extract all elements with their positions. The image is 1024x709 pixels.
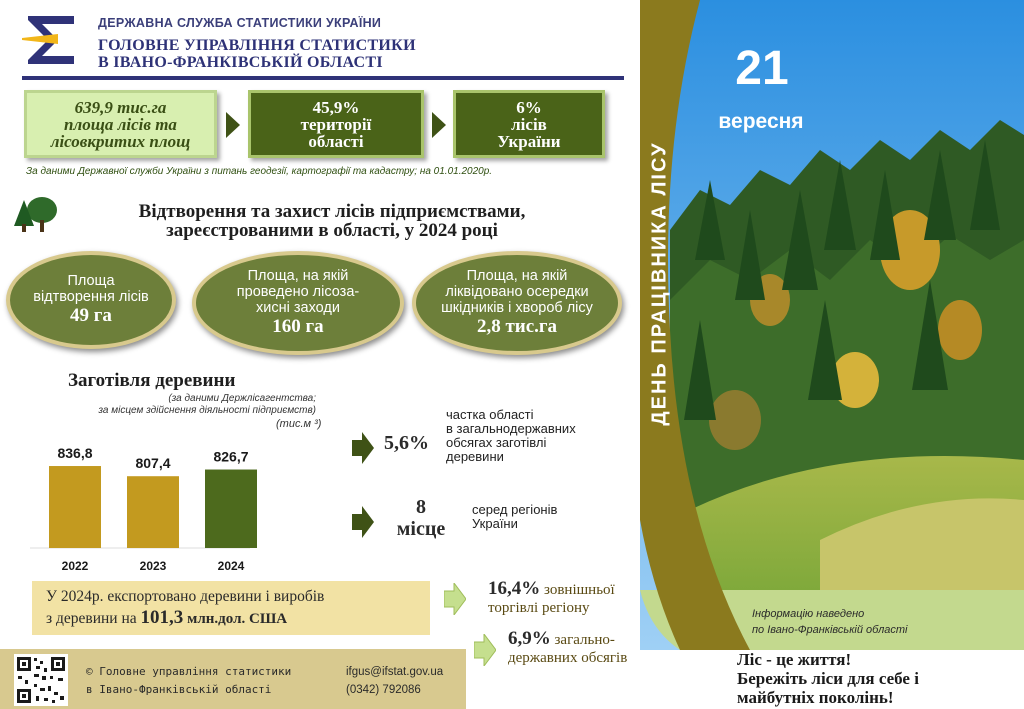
export-line: У 2024р. експортовано деревини і виробів <box>46 588 325 605</box>
ukraine-share-box <box>453 90 605 158</box>
email-link[interactable]: ifgus@ifstat.gov.ua <box>346 666 444 678</box>
protection-oval <box>192 251 404 355</box>
timber-bar-value-label: 836,8 <box>57 445 93 462</box>
stat-line: 45,9% <box>312 97 360 117</box>
arrow-right-icon <box>352 506 374 538</box>
forest-photo-panel <box>640 0 1024 650</box>
oval-text: хисні заходи <box>256 300 340 316</box>
section-title-line: Відтворення та захист лісів підприємствами, <box>138 201 526 222</box>
timber-title: Заготівля деревини <box>68 370 236 391</box>
org-subtitle <box>98 37 416 71</box>
export-line <box>46 607 430 630</box>
share-text-line: обсягах заготівлі <box>446 435 547 450</box>
oval-value: 160 га <box>272 316 324 337</box>
export-unit: млн.дол. США <box>187 611 288 627</box>
export-prefix: з деревини на <box>46 610 137 627</box>
stat-line: площа лісів та <box>64 114 177 134</box>
info-note-line: Інформацію наведено <box>752 608 865 620</box>
arrow-right-icon <box>432 112 446 138</box>
export-trade-value: 16,4% <box>488 578 541 599</box>
stat-line: області <box>308 131 364 151</box>
qr-code-icon[interactable] <box>14 654 68 706</box>
arrow-right-icon <box>226 112 240 138</box>
share-text <box>446 408 631 464</box>
motto-line: майбутніх поколінь! <box>737 688 894 707</box>
share-text-line: частка області <box>446 407 534 422</box>
stat-line: лісів <box>511 114 547 134</box>
export-box <box>32 581 430 635</box>
oval-text: Площа, на якій <box>466 268 568 284</box>
timber-bar-chart <box>30 436 350 576</box>
oval-text: відтворення лісів <box>33 289 149 305</box>
org-subtitle-line: В ІВАНО-ФРАНКІВСЬКІЙ ОБЛАСТІ <box>98 54 383 71</box>
copyright-line: в Івано-Франківській області <box>86 683 272 696</box>
contact-info <box>346 663 443 699</box>
export-national-value: 6,9% <box>508 628 551 649</box>
timber-subtitle <box>50 393 316 417</box>
rank-text-line: України <box>472 516 518 531</box>
forest-area-box <box>24 90 217 158</box>
trees-icon <box>12 196 58 232</box>
export-value: 101,3 <box>140 607 184 628</box>
timber-unit: (тис.м ³) <box>276 418 322 430</box>
export-national-share <box>508 630 658 667</box>
rank-value-line: 8 <box>416 496 426 518</box>
copyright <box>86 663 291 699</box>
pest-control-oval <box>412 251 622 355</box>
timber-year-label: 2024 <box>217 559 245 573</box>
timber-bar-2022 <box>49 466 101 548</box>
timber-bar-2024 <box>205 470 257 548</box>
oval-text: Площа, на якій <box>247 268 349 284</box>
arrow-right-icon <box>474 634 496 666</box>
org-subtitle-line: ГОЛОВНЕ УПРАВЛІННЯ СТАТИСТИКИ <box>98 37 416 54</box>
phone-number: (0342) 792086 <box>346 684 421 696</box>
export-national-text: загально- <box>554 632 615 648</box>
timber-year-label: 2023 <box>139 559 167 573</box>
share-text-line: в загальнодержавних <box>446 421 576 436</box>
stat-line: території <box>300 114 372 134</box>
org-name: ДЕРЖАВНА СЛУЖБА СТАТИСТИКИ УКРАЇНИ <box>98 16 382 30</box>
export-trade-text: зовнішньої <box>544 582 615 598</box>
stat-line: лісовкритих площ <box>50 131 191 151</box>
rank-text-line: серед регіонів <box>472 502 558 517</box>
reforestation-oval <box>6 251 176 349</box>
arrow-right-icon <box>444 583 466 615</box>
date-month: вересня <box>718 110 804 133</box>
header-divider <box>22 76 624 80</box>
rank-text <box>472 503 557 531</box>
export-trade-share <box>488 580 648 617</box>
timber-bar-value-label: 807,4 <box>135 455 171 472</box>
oval-text: проведено лісоза- <box>236 284 360 300</box>
oval-text: шкідників і хвороб лісу <box>441 300 593 316</box>
info-note <box>752 606 908 638</box>
stat-line: 639,9 тис.га <box>74 97 167 117</box>
territory-share-box <box>248 90 424 158</box>
motto-line: Бережіть ліси для себе і <box>737 669 919 688</box>
export-national-text: державних обсягів <box>508 650 628 666</box>
date-day: 21 <box>735 42 789 95</box>
oval-text: Площа <box>67 273 115 289</box>
rank-value-line: місце <box>396 518 446 540</box>
arrow-right-icon <box>352 432 374 464</box>
oval-value: 49 га <box>70 305 112 326</box>
sigma-logo-icon <box>22 12 80 68</box>
copyright-line: © Головне управління статистики <box>86 665 292 678</box>
timber-year-label: 2022 <box>61 559 89 573</box>
stat-line: України <box>497 131 561 151</box>
motto-line: Ліс - це життя! <box>737 650 852 669</box>
timber-bar-value-label: 826,7 <box>213 448 249 465</box>
vertical-title: ДЕНЬ ПРАЦІВНИКА ЛІСУ <box>648 141 671 426</box>
oval-text: ліквідовано осередки <box>445 284 589 300</box>
motto <box>737 650 987 707</box>
share-text-line: деревини <box>446 449 504 464</box>
export-trade-text: торгівлі регіону <box>488 600 590 616</box>
rank-value <box>388 496 454 540</box>
info-note-line: по Івано-Франківській області <box>752 624 908 636</box>
oval-value: 2,8 тис.га <box>476 316 558 337</box>
section-title <box>62 202 602 240</box>
timber-bar-2023 <box>127 476 179 548</box>
source-note: За даними Державної служби України з питань геодезії, картографії та кадастру; на 01.01.2020р. <box>26 166 493 177</box>
timber-subtitle-line: за місцем здійснення діяльності підприємств) <box>98 405 316 416</box>
timber-subtitle-line: (за даними Держлісагентства; <box>168 393 316 404</box>
stat-line: 6% <box>516 97 542 117</box>
section-title-line: зареєстрованими в області, у 2024 році <box>166 220 498 241</box>
share-value: 5,6% <box>384 432 429 454</box>
